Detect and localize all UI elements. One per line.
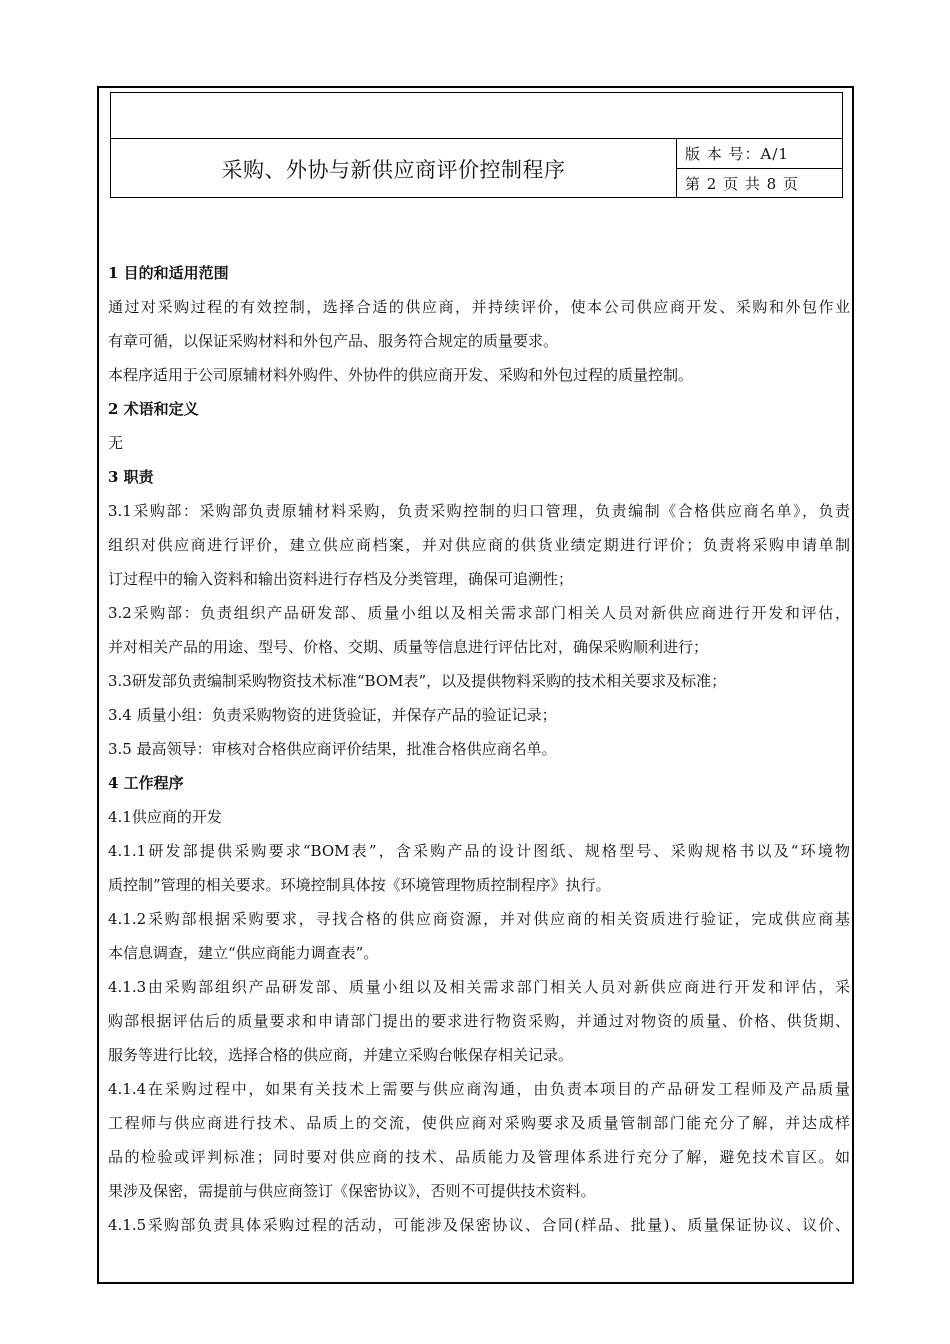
body-text-line: 3.5 最高领导：审核对合格供应商评价结果，批准合格供应商名单。 xyxy=(108,740,557,758)
body-text-line: 无 xyxy=(108,434,124,452)
body-text-line: 3.3研发部负责编制采购物资技术标准“BOM表”，以及提供物料采购的技术相关要求及标准； xyxy=(108,672,727,690)
body-text-line: 通过对采购过程的有效控制，选择合适的供应商，并持续评价，使本公司供应商开发、采购和外包作业 xyxy=(108,298,850,316)
body-text-line: 4.1.1研发部提供采购要求“BOM表”，含采购产品的设计图纸、规格型号、采购规格书以及“环境物 xyxy=(108,842,850,860)
section-heading: 4 工作程序 xyxy=(108,774,184,792)
body-text-line: 4.1.5采购部负责具体采购过程的活动，可能涉及保密协议、合同(样品、批量)、质量保证协议、议价、 xyxy=(108,1216,850,1234)
body-text-line: 4.1.2采购部根据采购要求，寻找合格的供应商资源，并对供应商的相关资质进行验证，完成供应商基 xyxy=(108,910,850,928)
body-text-line: 本程序适用于公司原辅材料外购件、外协件的供应商开发、采购和外包过程的质量控制。 xyxy=(108,366,694,384)
section-heading: 3 职责 xyxy=(108,468,154,486)
version-number: 版 本 号：A/1 xyxy=(677,139,843,169)
body-text-line: 4.1供应商的开发 xyxy=(108,808,222,826)
document-body xyxy=(108,256,850,1242)
document-header-table xyxy=(110,92,843,198)
body-text-line: 3.2采购部：负责组织产品研发部、质量小组以及相关需求部门相关人员对新供应商进行开发和评估， xyxy=(108,604,850,622)
body-text-line: 4.1.4在采购过程中，如果有关技术上需要与供应商沟通，由负责本项目的产品研发工程师及产品质量 xyxy=(108,1080,850,1098)
body-text-line: 工程师与供应商进行技术、品质上的交流，使供应商对采购要求及质量管制部门能充分了解，并达成样 xyxy=(108,1114,850,1132)
body-text-line: 服务等进行比较，选择合格的供应商，并建立采购台帐保存相关记录。 xyxy=(108,1046,574,1064)
header-meta xyxy=(677,139,843,198)
body-text-line: 4.1.3由采购部组织产品研发部、质量小组以及相关需求部门相关人员对新供应商进行开发和评估，采 xyxy=(108,978,850,996)
body-text-line: 有章可循，以保证采购材料和外包产品、服务符合规定的质量要求。 xyxy=(108,332,559,350)
body-text-line: 3.4 质量小组：负责采购物资的进货验证，并保存产品的验证记录； xyxy=(108,706,557,724)
body-text-line: 组织对供应商进行评价，建立供应商档案，并对供应商的供货业绩定期进行评价；负责将采购申请单制 xyxy=(108,536,850,554)
body-text-line: 3.1采购部：采购部负责原辅材料采购，负责采购控制的归口管理，负责编制《合格供应商名单》，负责 xyxy=(108,502,850,520)
body-text-line: 质控制”管理的相关要求。环境控制具体按《环境管理物质控制程序》执行。 xyxy=(108,876,611,894)
header-blank-row xyxy=(111,93,842,139)
body-text-line: 果涉及保密，需提前与供应商签订《保密协议》，否则不可提供技术资料。 xyxy=(108,1182,596,1200)
section-heading: 2 术语和定义 xyxy=(108,400,199,418)
body-text-line: 本信息调查，建立“供应商能力调查表”。 xyxy=(108,944,379,962)
page-indicator: 第 2 页 共 8 页 xyxy=(685,175,799,193)
body-text-line: 并对相关产品的用途、型号、价格、交期、质量等信息进行评估比对，确保采购顺利进行； xyxy=(108,638,709,656)
body-text-line: 订过程中的输入资料和输出资料进行存档及分类管理，确保可追溯性； xyxy=(108,570,574,588)
section-heading: 1 目的和适用范围 xyxy=(108,264,229,282)
document-title: 采购、外协与新供应商评价控制程序 xyxy=(111,139,677,198)
body-text-line: 品的检验或评判标准；同时要对供应商的技术、品质能力及管理体系进行充分了解，避免技术盲区。如 xyxy=(108,1148,850,1166)
body-text-line: 购部根据评估后的质量要求和申请部门提出的要求进行物资采购，并通过对物资的质量、价格、供货期、 xyxy=(108,1012,850,1030)
